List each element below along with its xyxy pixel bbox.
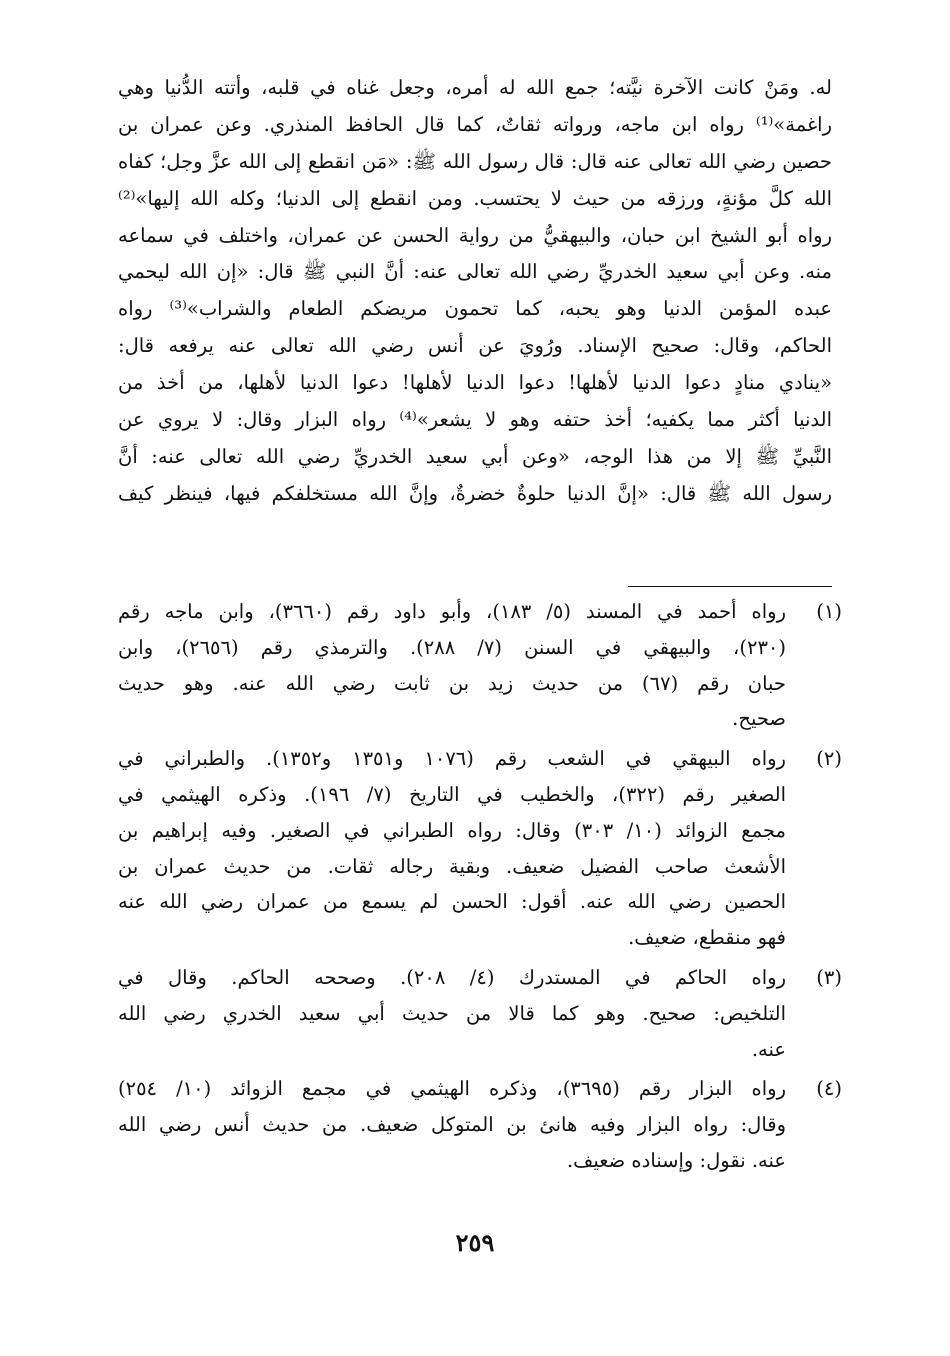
footnote-3: [118, 960, 842, 1067]
footnote-line: الحصين رضي الله عنه. أقول: الحسن لم يسمع من عمران رضي الله عنه: [118, 890, 786, 914]
main-text-line: عبده المؤمن الدنيا وهو يحبه، كما تحمون مريضكم الطعام والشراب»⁽³⁾ رواه: [118, 297, 832, 321]
footnote-line: التلخيص: صحيح. وهو كما قالا من حديث أبي سعيد الخدري رضي الله: [118, 1001, 786, 1025]
footnote-line: رواه البزار رقم (٣٦٩٥)، وذكره الهيثمي في مجمع الزوائد (١٠/ ٢٥٤): [118, 1077, 786, 1101]
main-text-line: رسول الله ﷺ قال: «إنَّ الدنيا حلوةٌ خضرةٌ، وإنَّ الله مستخلفكم فيها، فينظر كيف: [118, 481, 832, 505]
footnote-line: رواه الحاكم في المستدرك (٤/ ٢٠٨). وصححه الحاكم. وقال في: [118, 965, 786, 989]
main-text-line: الدنيا أكثر مما يكفيه؛ أخذ حتفه وهو لا يشعر»⁽⁴⁾ رواه البزار وقال: لا يروي عن: [118, 408, 832, 432]
footnote-2: [118, 741, 842, 956]
footnote-line: رواه البيهقي في الشعب رقم (١٠٧٦ و١٣٥١ و١٣٥٢). والطبراني في: [118, 747, 786, 771]
main-text-line: رواه أبو الشيخ ابن حبان، والبيهقيُّ من رواية الحسن عن عمران، واختلف في سماعه: [118, 223, 832, 247]
footnote-line: صحيح.: [732, 707, 786, 731]
footnote-separator: [628, 586, 832, 587]
footnote-line: مجمع الزوائد (١٠/ ٣٠٣) وقال: رواه الطبراني في الصغير. وفيه إبراهيم بن: [118, 818, 786, 842]
footnote-line: فهو منقطع، ضعيف.: [628, 926, 786, 950]
footnote-number: (٤): [816, 1077, 842, 1101]
footnote-line: الأشعث صاحب الفضيل ضعيف. وبقية رجاله ثقات. من حديث عمران بن: [118, 854, 786, 878]
main-text-line: «ينادي منادٍ دعوا الدنيا لأهلها! دعوا الدنيا لأهلها! دعوا الدنيا لأهلها، من أخذ من: [118, 371, 832, 395]
footnote-line: رواه أحمد في المسند (٥/ ١٨٣)، وأبو داود رقم (٣٦٦٠)، وابن ماجه رقم: [118, 600, 786, 623]
footnote-line: الصغير رقم (٣٢٢)، والخطيب في التاريخ (٧/ ١٩٦). وذكره الهيثمي في: [118, 782, 786, 806]
footnote-number: (١): [816, 600, 842, 623]
footnote-4: [118, 1071, 842, 1178]
page-number: ٢٥٩: [455, 1228, 495, 1257]
footnotes-section: [118, 594, 842, 1183]
main-text-block: [118, 70, 832, 513]
main-text-line: منه. وعن أبي سعيد الخدريِّ رضي الله تعالى عنه: أنَّ النبي ﷺ قال: «إن الله ليحمي: [118, 260, 832, 284]
footnote-1: [118, 594, 842, 737]
footnote-line: عنه. نقول: وإسناده ضعيف.: [566, 1148, 786, 1172]
main-text-line: الحاكم، وقال: صحيح الإسناد. ورُويَ عن أنس رضي الله تعالى عنه يرفعه قال:: [118, 334, 832, 358]
footnote-line: وقال: رواه البزار وفيه هانئ بن المتوكل ضعيف. من حديث أنس رضي الله: [118, 1113, 786, 1137]
main-text-line: له. ومَنْ كانت الآخرة نيَّته؛ جمع الله له أمره، وجعل غناه في قلبه، وأتته الدُّنيا وهي: [118, 76, 832, 99]
footnote-line: حبان رقم (٦٧) من حديث زيد بن ثابت رضي الله عنه. وهو حديث: [118, 671, 786, 695]
main-text-line: النَّبيِّ ﷺ إلا من هذا الوجه، «وعن أبي سعيد الخدريِّ رضي الله تعالى عنه: أنَّ: [118, 444, 832, 468]
main-text-line: راغمة»⁽¹⁾ رواه ابن ماجه، ورواته ثقاتٌ، كما قال الحافظ المنذري. وعن عمران بن: [118, 112, 832, 136]
main-text-line: الله كلَّ مؤنةٍ، ورزقه من حيث لا يحتسب. ومن انقطع إلى الدنيا؛ وكله الله إليها»⁽²⁾: [118, 186, 832, 210]
footnote-line: عنه.: [751, 1037, 786, 1061]
main-text-line: حصين رضي الله تعالى عنه قال: قال رسول الله ﷺ: «مَن انقطع إلى الله عزَّ وجل؛ كفاه: [118, 149, 832, 173]
footnote-number: (٢): [816, 747, 842, 771]
footnote-number: (٣): [816, 965, 842, 989]
footnote-line: (٢٣٠)، والبيهقي في السنن (٧/ ٢٨٨). والترمذي رقم (٢٦٥٦)، وابن: [118, 635, 786, 659]
